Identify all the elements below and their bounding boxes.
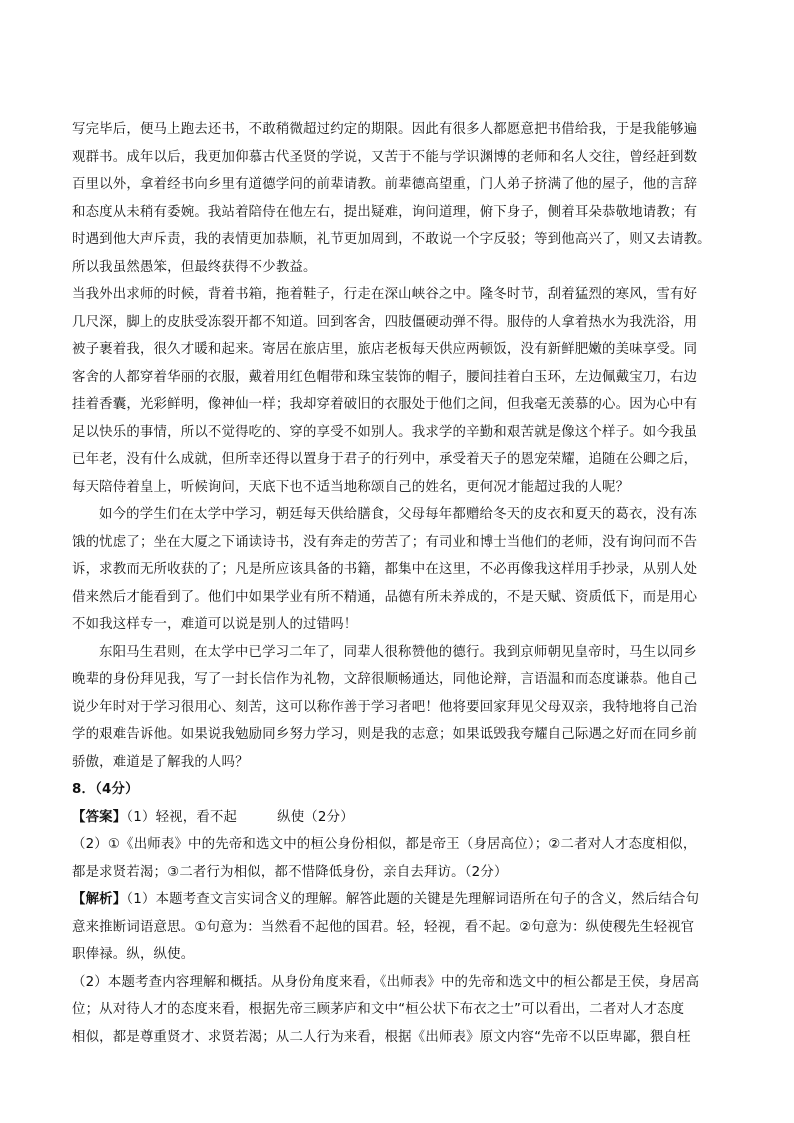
text-line: 几尺深，脚上的皮肤受冻裂开都不知道。回到客舍，四肢僵硬动弹不得。服侍的人拿着热水为我洗浴，用 (72, 314, 698, 330)
text-line: 挂着香囊，光彩鲜明，像神仙一样；我却穿着破旧的衣服处于他们之间，但我毫无羡慕的心。因为心中有 (72, 397, 698, 412)
analysis-line (72, 886, 728, 914)
answer-tag: 【答案】 (72, 809, 127, 825)
answer-part-1a: （1）轻视，看不起 (126, 809, 238, 825)
analysis-tag: 【解析】 (72, 892, 127, 907)
analysis-line: 意来推断词语意思。①句意为：当然看不起他的国君。轻，轻视，看不起。②句意为：纵使稷先生轻视官 (72, 919, 695, 935)
text-line: 诉，求教而无所收获的了；凡是所应该具备的书籍，都集中在这里，不必再像我这样用手抄录，从别人处 (72, 562, 698, 577)
analysis-line: （2）本题考查内容理解和概括。从身份角度来看，《出师表》中的先帝和选文中的桓公都是王侯，身居高 (72, 974, 700, 990)
text-line: 饿的忧虑了；坐在大厦之下诵读诗书，没有奔走的劳苦了；有司业和博士当他们的老师，没有询问而不告 (72, 534, 698, 550)
text-line: 借来然后才能看到了。他们中如果学业有所不精通，品德有所未养成的，不是天赋、资质低下，而是用心 (72, 589, 698, 605)
answer-line: 都是求贤若渴；③二者行为相似，都不惜降低身份，亲自去拜访。（2分） (72, 864, 508, 880)
text-line: 每天陪侍着皇上，听候询问，天底下也不适当地称颂自己的姓名，更何况才能超过我的人呢？ (72, 479, 630, 495)
text-line: 如今的学生们在太学中学习，朝廷每天供给膳食，父母每年都赠给冬天的皮衣和夏天的葛衣，没有冻 (99, 507, 697, 522)
text-line: 百里以外，拿着经书向乡里有道德学问的前辈请教。前辈德高望重，门人弟子挤满了他的屋子，他的言辞 (72, 177, 698, 192)
analysis-line: 职俸禄。纵，纵使。 (72, 947, 195, 962)
text-line: 和态度从未稍有委婉。我站着陪侍在他左右，提出疑难，询问道理，俯下身子，侧着耳朵恭敬地请教；有 (72, 204, 698, 220)
analysis-line: 位；从对待人才的态度来看，根据先帝三顾茅庐和文中“桓公状下布衣之士”可以看出，二者对人才态度 (72, 1002, 685, 1017)
text-line: 已年老，没有什么成就，但所幸还得以置身于君子的行列中，承受着天子的恩宠荣耀，追随在公卿之后， (72, 452, 698, 467)
text-line: 所以我虽然愚笨，但最终获得不少教益。 (72, 259, 317, 275)
analysis-line: 相似，都是尊重贤才、求贤若渴；从二人行为来看，根据《出师表》原文内容“先帝不以臣卑鄙，猥自枉 (72, 1029, 691, 1045)
text-line: 时遇到他大声斥责，我的表情更加恭顺，礼节更加周到，不敢说一个字反驳；等到他高兴了，则又去请教。 (72, 232, 711, 247)
text-line: 说少年时对于学习很用心、刻苦，这可以称作善于学习者吧！他将要回家拜见父母双亲，我特地将自己治 (72, 699, 698, 715)
text-line: 被子裹着我，很久才暖和起来。寄居在旅店里，旅店老板每天供应两顿饭，没有新鲜肥嫩的美味享受。同 (72, 342, 698, 357)
text-line: 晚辈的身份拜见我，写了一封长信作为礼物，文辞很顺畅通达，同他论辩，言语温和而态度谦恭。他自己 (72, 672, 698, 687)
text-line: 东阳马生君则，在太学中已学习二年了，同辈人很称赞他的德行。我到京师朝见皇帝时，马生以同乡 (99, 644, 697, 660)
text-line: 观群书。成年以后，我更加仰慕古代圣贤的学说，又苦于不能与学识渊博的老师和名人交往，曾经赶到数 (72, 149, 698, 165)
text-line: 骄傲，难道是了解我的人吗？ (72, 754, 249, 770)
text-line: 学的艰难告诉他。如果说我勉励同乡努力学习，则是我的志意；如果诋毁我夸耀自己际遇之好而在同乡前 (72, 727, 698, 742)
question-number: 8．（4分） (72, 782, 139, 797)
text-line: 当我外出求师的时候，背着书箱，拖着鞋子，行走在深山峡谷之中。隆冬时节，刮着猛烈的寒风，雪有好 (72, 287, 698, 302)
text-line: 不如我这样专一，难道可以说是别人的过错吗！ (72, 617, 358, 632)
text-line: 客舍的人都穿着华丽的衣服，戴着用红色帽带和珠宝装饰的帽子，腰间挂着白玉环，左边佩戴宝刀，右边 (72, 369, 698, 385)
answer-line (72, 804, 728, 832)
answer-line: （2）①《出师表》中的先帝和选文中的桓公身份相似，都是帝王（身居高位）；②二者对人才态度相似， (72, 837, 697, 852)
analysis-text: （1）本题考查文言实词含义的理解。解答此题的关键是先理解词语所在句子的含义，然后结合句 (126, 892, 700, 907)
text-line: 足以快乐的事情，所以不觉得吃的、穿的享受不如别人。我求学的辛勤和艰苦就是像这个样子。如今我虽 (72, 424, 698, 440)
document-page (72, 116, 728, 1051)
text-line: 写完毕后，便马上跑去还书，不敢稍微超过约定的期限。因此有很多人都愿意把书借给我，于是我能够遍 (72, 122, 698, 137)
answer-part-1b: 纵使（2分） (277, 809, 354, 825)
